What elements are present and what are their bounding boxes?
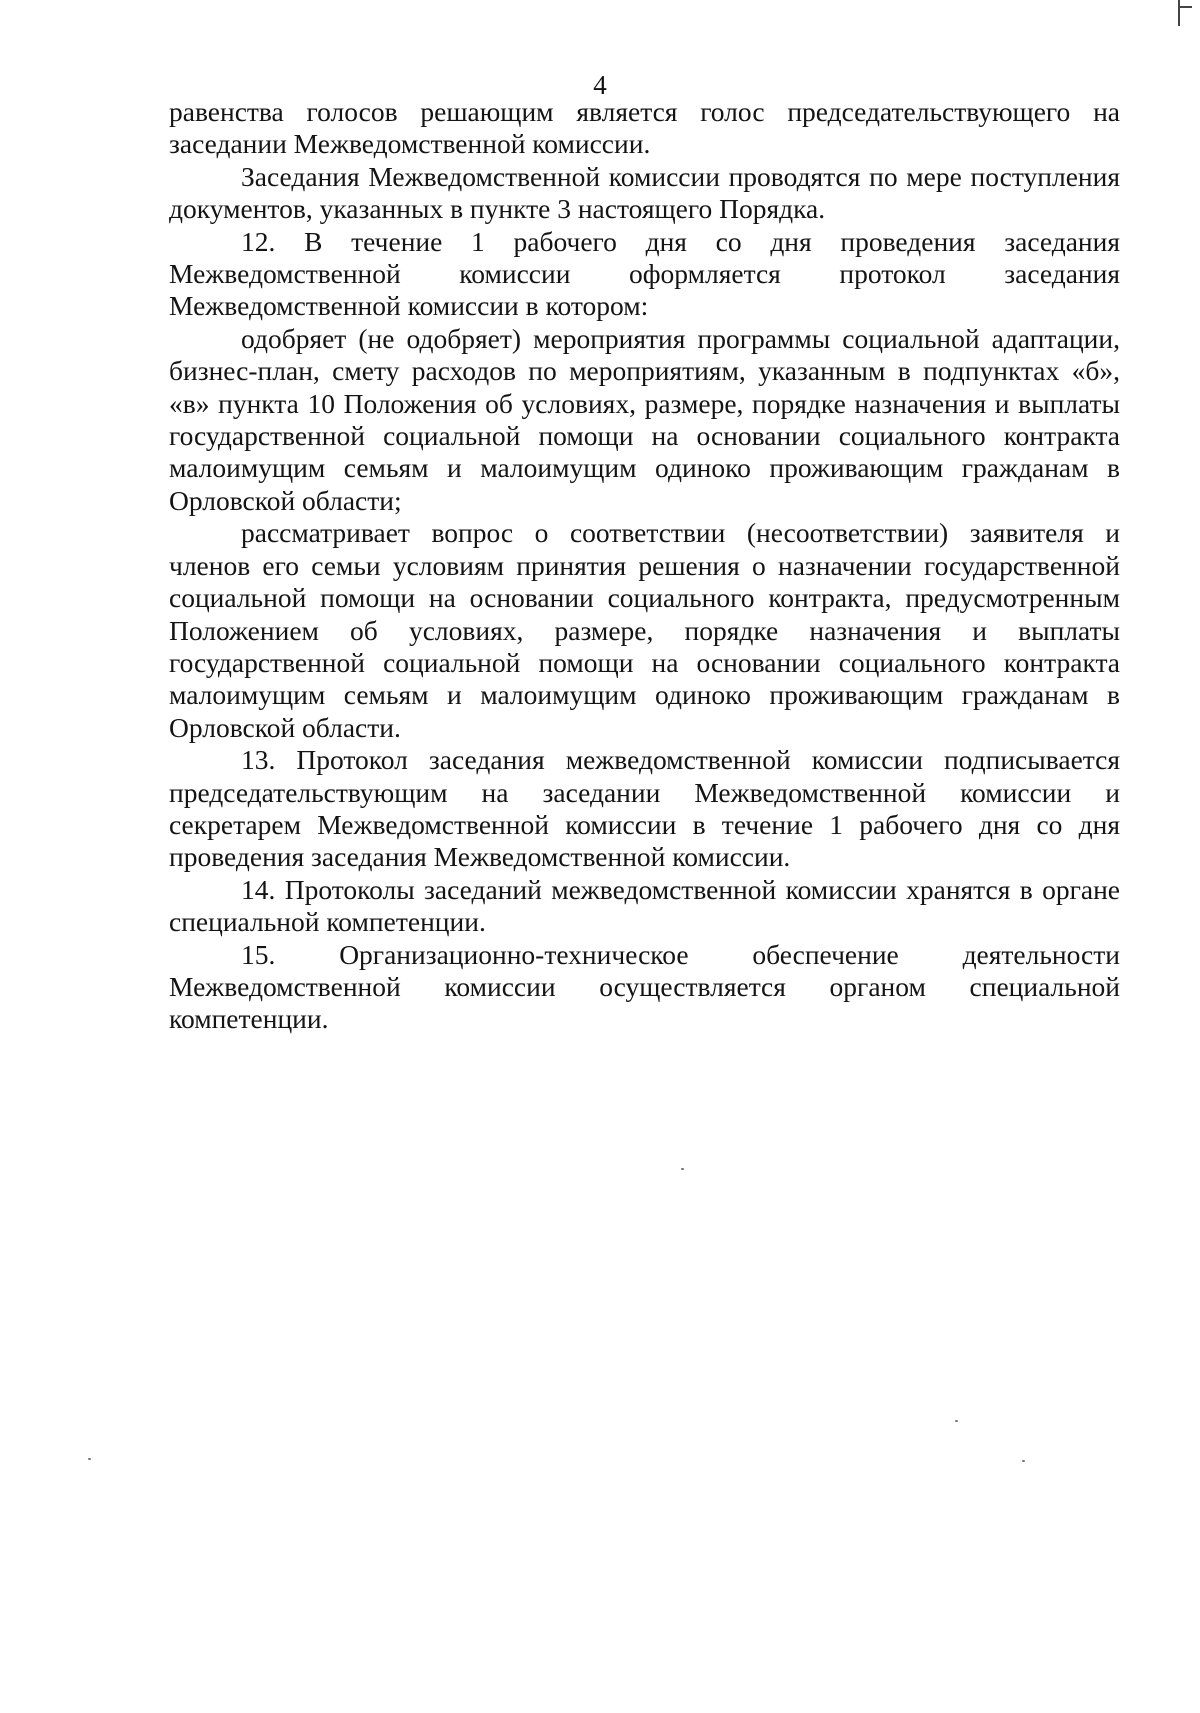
paragraph-item-12: 12. В течение 1 рабочего дня со дня проведения заседания Межведомственной комиссии оформляется протокол заседания Межведомственной комиссии в котором: <box>169 225 1120 322</box>
scan-speck <box>955 1420 958 1422</box>
page-number: 4 <box>593 70 607 100</box>
paragraph-item-15: 15. Организационно-техническое обеспечение деятельности Межведомственной комиссии осуществляется органом специальной компетенции. <box>169 938 1120 1035</box>
scan-speck <box>1022 1460 1025 1462</box>
scan-speck <box>681 1168 684 1170</box>
scan-corner-mark <box>1178 0 1200 26</box>
paragraph-approves: одобряет (не одобряет) мероприятия программы социальной адаптации, бизнес-план, смету расходов по мероприятиям, указанным в подпунктах «б», «в» пункта 10 Положения об условиях, размере, порядке назначения и выплаты государственной социальной помощи на основании социального контракта малоимущим семьям и малоимущим одиноко проживающим гражданам в Орловской области; <box>169 322 1120 516</box>
paragraph-continuation: равенства голосов решающим является голос председательствующего на заседании Межведомственной комиссии. <box>169 96 1120 160</box>
paragraph-item-13: 13. Протокол заседания межведомственной комиссии подписывается председательствующим на заседании Межведомственной комиссии и секретарем Межведомственной комиссии в течение 1 рабочего дня со дня проведения заседания Межведомственной комиссии. <box>169 744 1120 873</box>
paragraph-considers: рассматривает вопрос о соответствии (несоответствии) заявителя и членов его семьи условиям принятия решения о назначении государственной социальной помощи на основании социального контракта, предусмотренным Положением об условиях, размере, порядке назначения и выплаты государственной социальной помощи на основании социального контракта малоимущим семьям и малоимущим одиноко проживающим гражданам в Орловской области. <box>169 517 1120 743</box>
paragraph-meetings: Заседания Межведомственной комиссии проводятся по мере поступления документов, указанных в пункте 3 настоящего Порядка. <box>169 160 1120 225</box>
document-body <box>169 96 1120 1036</box>
scan-speck <box>88 1458 91 1460</box>
paragraph-item-14: 14. Протоколы заседаний межведомственной комиссии хранятся в органе специальной компетенции. <box>169 873 1120 938</box>
